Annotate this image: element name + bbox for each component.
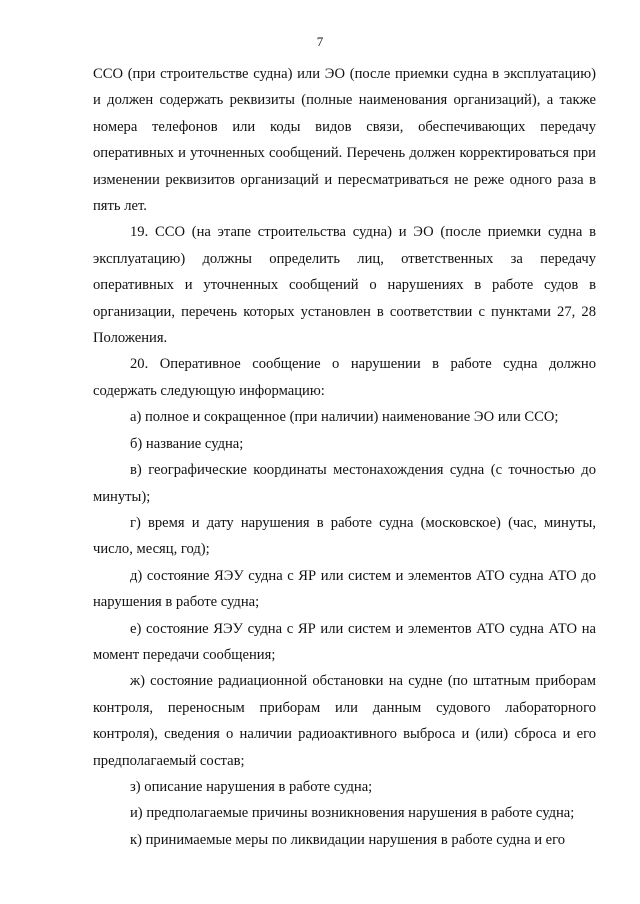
list-item-g: г) время и дату нарушения в работе судна (московское) (час, минуты, число, месяц, год); [93, 514, 596, 558]
list-item-zh: ж) состояние радиационной обстановки на судне (по штатным приборам контроля, переносным приборам или данным судового лабораторного контроля), сведения о наличии радиоактивного выброса и (или) сброса и его предполагаемый состав; [93, 673, 596, 769]
list-item-k: к) принимаемые меры по ликвидации нарушения в работе судна и его [130, 831, 566, 848]
page-number: 7 [316, 34, 324, 49]
list-item-v: в) географические координаты местонахождения судна (с точностью до минуты); [93, 462, 596, 505]
paragraph-item-20: 20. Оперативное сообщение о нарушении в работе судна должно содержать следующую информацию: [93, 356, 596, 399]
list-item-e: е) состояние ЯЭУ судна с ЯР или систем и элементов АТО судна АТО на момент передачи сообщения; [93, 620, 596, 663]
list-item-i: и) предполагаемые причины возникновения нарушения в работе судна; [130, 805, 575, 822]
list-item-b: б) название судна; [130, 435, 244, 452]
list-item-z: з) описание нарушения в работе судна; [130, 778, 373, 795]
list-item-a: а) полное и сокращенное (при наличии) наименование ЭО или ССО; [130, 409, 559, 426]
paragraph-continuation: ССО (при строительстве судна) или ЭО (после приемки судна в эксплуатацию) и должен содержать реквизиты (полные наименования организаций), а также номера телефонов или коды видов связи, обеспечивающих передачу оперативных и уточненных сообщений. Перечень должен корректироваться при изменении реквизитов организаций и пересматриваться не реже одного раза в пять лет. [93, 66, 596, 215]
list-item-d: д) состояние ЯЭУ судна с ЯР или систем и элементов АТО судна АТО до нарушения в работе судна; [93, 567, 596, 611]
document-body [93, 61, 596, 853]
paragraph-item-19: 19. ССО (на этапе строительства судна) и ЭО (после приемки судна в эксплуатацию) должны определить лиц, ответственных за передачу оперативных и уточненных сообщений о нарушениях в работе судов в организации, перечень которых установлен в соответствии с пунктами 27, 28 Положения. [93, 224, 596, 347]
